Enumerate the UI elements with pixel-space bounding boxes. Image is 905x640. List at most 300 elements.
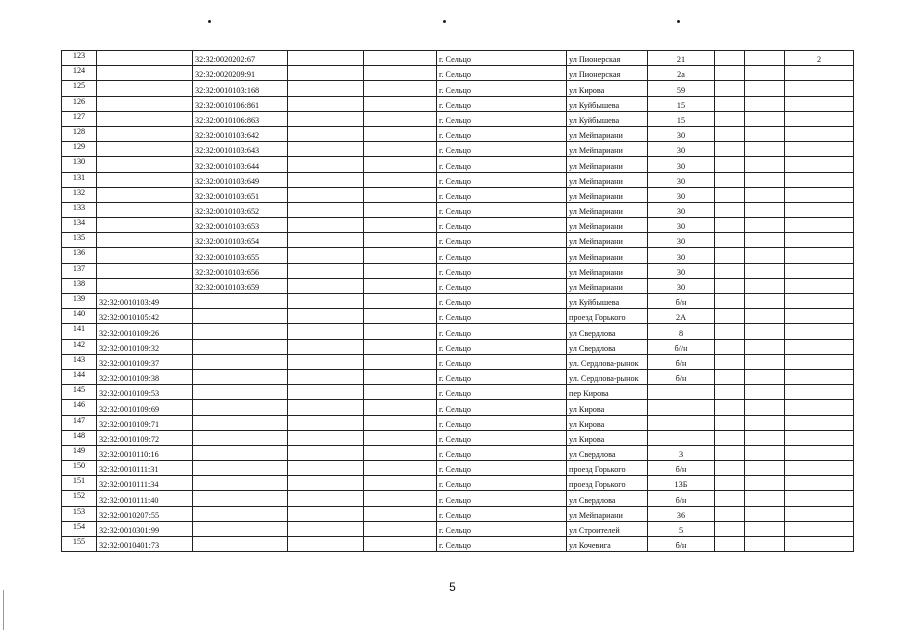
empty-cell xyxy=(364,157,437,172)
city-cell: г. Сельцо xyxy=(437,218,567,233)
extra-cell xyxy=(785,81,854,96)
house-number-cell: 5 xyxy=(648,521,715,536)
empty-cell xyxy=(745,354,785,369)
empty-cell xyxy=(745,278,785,293)
empty-cell xyxy=(288,491,364,506)
city-cell: г. Сельцо xyxy=(437,415,567,430)
row-number: 128 xyxy=(62,126,97,141)
empty-cell xyxy=(715,476,745,491)
empty-cell xyxy=(364,415,437,430)
cadastral-number-b xyxy=(193,309,288,324)
table-row xyxy=(62,430,854,445)
empty-cell xyxy=(364,385,437,400)
empty-cell xyxy=(715,187,745,202)
empty-cell xyxy=(288,278,364,293)
cadastral-number-b xyxy=(193,476,288,491)
city-cell: г. Сельцо xyxy=(437,491,567,506)
cadastral-number-a: 32:32:0010109:37 xyxy=(97,354,193,369)
city-cell: г. Сельцо xyxy=(437,369,567,384)
extra-cell xyxy=(785,172,854,187)
empty-cell xyxy=(288,415,364,430)
table-row xyxy=(62,324,854,339)
table-row xyxy=(62,339,854,354)
cadastral-number-a xyxy=(97,157,193,172)
empty-cell xyxy=(745,202,785,217)
empty-cell xyxy=(745,400,785,415)
cadastral-number-a xyxy=(97,263,193,278)
table-row xyxy=(62,126,854,141)
empty-cell xyxy=(745,142,785,157)
city-cell: г. Сельцо xyxy=(437,506,567,521)
table-row xyxy=(62,187,854,202)
table-row xyxy=(62,111,854,126)
empty-cell xyxy=(715,354,745,369)
table-row xyxy=(62,278,854,293)
row-number: 155 xyxy=(62,537,97,552)
empty-cell xyxy=(715,369,745,384)
city-cell: г. Сельцо xyxy=(437,324,567,339)
cadastral-number-b: 32:32:0010103:655 xyxy=(193,248,288,263)
empty-cell xyxy=(715,81,745,96)
city-cell: г. Сельцо xyxy=(437,172,567,187)
cadastral-number-b: 32:32:0010103:659 xyxy=(193,278,288,293)
city-cell: г. Сельцо xyxy=(437,476,567,491)
extra-cell xyxy=(785,537,854,552)
register-table xyxy=(61,50,854,552)
city-cell: г. Сельцо xyxy=(437,537,567,552)
city-cell: г. Сельцо xyxy=(437,445,567,460)
extra-cell xyxy=(785,324,854,339)
cadastral-number-a xyxy=(97,172,193,187)
cadastral-number-b xyxy=(193,445,288,460)
city-cell: г. Сельцо xyxy=(437,157,567,172)
empty-cell xyxy=(288,248,364,263)
empty-cell xyxy=(715,324,745,339)
empty-cell xyxy=(364,187,437,202)
row-number: 154 xyxy=(62,521,97,536)
empty-cell xyxy=(715,126,745,141)
empty-cell xyxy=(715,537,745,552)
cadastral-number-a xyxy=(97,248,193,263)
empty-cell xyxy=(288,233,364,248)
row-number: 143 xyxy=(62,354,97,369)
row-number: 133 xyxy=(62,202,97,217)
street-cell: ул Куйбышева xyxy=(567,294,648,309)
cadastral-number-a xyxy=(97,202,193,217)
empty-cell xyxy=(364,339,437,354)
empty-cell xyxy=(364,461,437,476)
house-number-cell: 13Б xyxy=(648,476,715,491)
cadastral-number-a: 32:32:0010111:31 xyxy=(97,461,193,476)
extra-cell xyxy=(785,248,854,263)
cadastral-number-a: 32:32:0010110:16 xyxy=(97,445,193,460)
city-cell: г. Сельцо xyxy=(437,187,567,202)
city-cell: г. Сельцо xyxy=(437,385,567,400)
street-cell: ул Мейпариани xyxy=(567,202,648,217)
house-number-cell: 30 xyxy=(648,278,715,293)
cadastral-number-b xyxy=(193,369,288,384)
cadastral-number-a: 32:32:0010111:40 xyxy=(97,491,193,506)
empty-cell xyxy=(745,537,785,552)
row-number: 153 xyxy=(62,506,97,521)
empty-cell xyxy=(364,354,437,369)
cadastral-number-a xyxy=(97,218,193,233)
extra-cell xyxy=(785,66,854,81)
city-cell: г. Сельцо xyxy=(437,278,567,293)
empty-cell xyxy=(364,400,437,415)
house-number-cell: 30 xyxy=(648,142,715,157)
extra-cell xyxy=(785,126,854,141)
cadastral-number-a: 32:32:0010109:38 xyxy=(97,369,193,384)
empty-cell xyxy=(364,430,437,445)
house-number-cell: 30 xyxy=(648,202,715,217)
cadastral-number-a xyxy=(97,81,193,96)
empty-cell xyxy=(364,309,437,324)
cadastral-number-b: 32:32:0010103:651 xyxy=(193,187,288,202)
table-row xyxy=(62,294,854,309)
street-cell: ул Кирова xyxy=(567,400,648,415)
empty-cell xyxy=(745,491,785,506)
empty-cell xyxy=(364,476,437,491)
empty-cell xyxy=(715,415,745,430)
cadastral-number-b xyxy=(193,294,288,309)
table-row xyxy=(62,157,854,172)
empty-cell xyxy=(288,476,364,491)
table-row xyxy=(62,415,854,430)
house-number-cell: 30 xyxy=(648,233,715,248)
empty-cell xyxy=(288,81,364,96)
empty-cell xyxy=(715,278,745,293)
city-cell: г. Сельцо xyxy=(437,430,567,445)
row-number: 148 xyxy=(62,430,97,445)
empty-cell xyxy=(288,66,364,81)
empty-cell xyxy=(364,278,437,293)
row-number: 146 xyxy=(62,400,97,415)
cadastral-number-b: 32:32:0010106:861 xyxy=(193,96,288,111)
empty-cell xyxy=(715,96,745,111)
street-cell: ул Свердлова xyxy=(567,339,648,354)
empty-cell xyxy=(364,51,437,66)
empty-cell xyxy=(715,172,745,187)
extra-cell xyxy=(785,202,854,217)
cadastral-number-a: 32:32:0010105:42 xyxy=(97,309,193,324)
row-number: 140 xyxy=(62,309,97,324)
city-cell: г. Сельцо xyxy=(437,263,567,278)
extra-cell xyxy=(785,233,854,248)
cadastral-number-a: 32:32:0010109:32 xyxy=(97,339,193,354)
extra-cell xyxy=(785,278,854,293)
house-number-cell: 30 xyxy=(648,218,715,233)
table-row xyxy=(62,51,854,66)
house-number-cell: 30 xyxy=(648,263,715,278)
city-cell: г. Сельцо xyxy=(437,294,567,309)
cadastral-number-b xyxy=(193,415,288,430)
register-body xyxy=(62,51,854,552)
cadastral-number-b: 32:32:0010103:649 xyxy=(193,172,288,187)
empty-cell xyxy=(364,96,437,111)
extra-cell xyxy=(785,157,854,172)
row-number: 144 xyxy=(62,369,97,384)
row-number: 142 xyxy=(62,339,97,354)
street-cell: ул Свердлова xyxy=(567,491,648,506)
city-cell: г. Сельцо xyxy=(437,96,567,111)
house-number-cell: б/н xyxy=(648,461,715,476)
row-number: 129 xyxy=(62,142,97,157)
empty-cell xyxy=(715,506,745,521)
empty-cell xyxy=(364,218,437,233)
city-cell: г. Сельцо xyxy=(437,400,567,415)
empty-cell xyxy=(745,66,785,81)
row-number: 145 xyxy=(62,385,97,400)
row-number: 134 xyxy=(62,218,97,233)
empty-cell xyxy=(745,430,785,445)
empty-cell xyxy=(715,111,745,126)
empty-cell xyxy=(715,309,745,324)
house-number-cell xyxy=(648,400,715,415)
empty-cell xyxy=(288,126,364,141)
row-number: 137 xyxy=(62,263,97,278)
street-cell: ул Мейпариани xyxy=(567,263,648,278)
street-cell: ул Кирова xyxy=(567,415,648,430)
table-row xyxy=(62,218,854,233)
street-cell: ул Пионерская xyxy=(567,66,648,81)
scan-dot xyxy=(208,20,211,23)
cadastral-number-b: 32:32:0010106:863 xyxy=(193,111,288,126)
cadastral-number-a: 32:32:0010111:34 xyxy=(97,476,193,491)
house-number-cell: 8 xyxy=(648,324,715,339)
empty-cell xyxy=(715,521,745,536)
row-number: 136 xyxy=(62,248,97,263)
cadastral-number-b xyxy=(193,354,288,369)
empty-cell xyxy=(715,66,745,81)
empty-cell xyxy=(715,218,745,233)
cadastral-number-a: 32:32:0010109:72 xyxy=(97,430,193,445)
cadastral-number-b xyxy=(193,461,288,476)
empty-cell xyxy=(745,111,785,126)
empty-cell xyxy=(288,385,364,400)
row-number: 151 xyxy=(62,476,97,491)
cadastral-number-b xyxy=(193,506,288,521)
row-number: 150 xyxy=(62,461,97,476)
street-cell: ул. Сердлова-рынок xyxy=(567,354,648,369)
empty-cell xyxy=(715,142,745,157)
empty-cell xyxy=(288,339,364,354)
house-number-cell: б/н xyxy=(648,537,715,552)
city-cell: г. Сельцо xyxy=(437,521,567,536)
empty-cell xyxy=(745,96,785,111)
empty-cell xyxy=(715,248,745,263)
street-cell: ул Мейпариани xyxy=(567,157,648,172)
row-number: 126 xyxy=(62,96,97,111)
city-cell: г. Сельцо xyxy=(437,233,567,248)
empty-cell xyxy=(745,172,785,187)
empty-cell xyxy=(364,506,437,521)
empty-cell xyxy=(288,506,364,521)
empty-cell xyxy=(288,309,364,324)
empty-cell xyxy=(715,430,745,445)
table-row xyxy=(62,309,854,324)
street-cell: ул Мейпариани xyxy=(567,218,648,233)
extra-cell xyxy=(785,461,854,476)
empty-cell xyxy=(745,506,785,521)
empty-cell xyxy=(364,263,437,278)
city-cell: г. Сельцо xyxy=(437,81,567,96)
table-row xyxy=(62,248,854,263)
street-cell: ул Пионерская xyxy=(567,51,648,66)
empty-cell xyxy=(745,309,785,324)
cadastral-number-a xyxy=(97,187,193,202)
city-cell: г. Сельцо xyxy=(437,339,567,354)
empty-cell xyxy=(745,294,785,309)
cadastral-number-b: 32:32:0010103:654 xyxy=(193,233,288,248)
cadastral-number-a xyxy=(97,51,193,66)
empty-cell xyxy=(745,461,785,476)
empty-cell xyxy=(715,51,745,66)
table-row xyxy=(62,491,854,506)
cadastral-number-b: 32:32:0010103:644 xyxy=(193,157,288,172)
street-cell: ул Кочевига xyxy=(567,537,648,552)
street-cell: ул Мейпариани xyxy=(567,233,648,248)
street-cell: ул Свердлова xyxy=(567,324,648,339)
house-number-cell: 21 xyxy=(648,51,715,66)
empty-cell xyxy=(715,491,745,506)
empty-cell xyxy=(288,187,364,202)
scan-edge-mark xyxy=(3,590,4,630)
empty-cell xyxy=(288,96,364,111)
empty-cell xyxy=(745,324,785,339)
cadastral-number-a: 32:32:0010109:26 xyxy=(97,324,193,339)
cadastral-number-a: 32:32:0010109:71 xyxy=(97,415,193,430)
table-row xyxy=(62,385,854,400)
house-number-cell: б/н xyxy=(648,294,715,309)
extra-cell xyxy=(785,142,854,157)
cadastral-number-b: 32:32:0010103:642 xyxy=(193,126,288,141)
street-cell: ул Мейпариани xyxy=(567,126,648,141)
cadastral-number-a xyxy=(97,142,193,157)
street-cell: ул Свердлова xyxy=(567,445,648,460)
empty-cell xyxy=(364,248,437,263)
table-row xyxy=(62,506,854,521)
empty-cell xyxy=(745,248,785,263)
extra-cell xyxy=(785,385,854,400)
street-cell: ул Мейпариани xyxy=(567,248,648,263)
empty-cell xyxy=(288,172,364,187)
empty-cell xyxy=(288,369,364,384)
scan-dot xyxy=(443,20,446,23)
cadastral-number-b xyxy=(193,400,288,415)
table-row xyxy=(62,521,854,536)
cadastral-number-b: 32:32:0010103:643 xyxy=(193,142,288,157)
city-cell: г. Сельцо xyxy=(437,354,567,369)
extra-cell xyxy=(785,430,854,445)
cadastral-number-b xyxy=(193,385,288,400)
street-cell: ул Кирова xyxy=(567,81,648,96)
extra-cell xyxy=(785,294,854,309)
table-row xyxy=(62,66,854,81)
empty-cell xyxy=(288,430,364,445)
empty-cell xyxy=(715,461,745,476)
cadastral-number-b: 32:32:0010103:168 xyxy=(193,81,288,96)
cadastral-number-b xyxy=(193,537,288,552)
city-cell: г. Сельцо xyxy=(437,142,567,157)
street-cell: проезд Горького xyxy=(567,309,648,324)
table-row xyxy=(62,369,854,384)
empty-cell xyxy=(364,142,437,157)
house-number-cell: б/н xyxy=(648,354,715,369)
city-cell: г. Сельцо xyxy=(437,248,567,263)
house-number-cell: 59 xyxy=(648,81,715,96)
empty-cell xyxy=(288,218,364,233)
street-cell: ул Мейпариани xyxy=(567,172,648,187)
house-number-cell: 2А xyxy=(648,309,715,324)
empty-cell xyxy=(745,415,785,430)
extra-cell xyxy=(785,415,854,430)
empty-cell xyxy=(364,369,437,384)
house-number-cell: 30 xyxy=(648,126,715,141)
house-number-cell: б/н xyxy=(648,491,715,506)
city-cell: г. Сельцо xyxy=(437,202,567,217)
street-cell: ул Куйбышева xyxy=(567,96,648,111)
row-number: 141 xyxy=(62,324,97,339)
cadastral-number-b xyxy=(193,521,288,536)
empty-cell xyxy=(745,476,785,491)
empty-cell xyxy=(745,385,785,400)
row-number: 130 xyxy=(62,157,97,172)
table-row xyxy=(62,461,854,476)
empty-cell xyxy=(715,263,745,278)
house-number-cell: 30 xyxy=(648,248,715,263)
row-number: 132 xyxy=(62,187,97,202)
empty-cell xyxy=(288,354,364,369)
empty-cell xyxy=(364,126,437,141)
street-cell: ул Куйбышева xyxy=(567,111,648,126)
house-number-cell xyxy=(648,430,715,445)
empty-cell xyxy=(364,445,437,460)
house-number-cell xyxy=(648,415,715,430)
row-number: 124 xyxy=(62,66,97,81)
table-row xyxy=(62,400,854,415)
table-row xyxy=(62,202,854,217)
house-number-cell xyxy=(648,385,715,400)
empty-cell xyxy=(715,445,745,460)
cadastral-number-a xyxy=(97,111,193,126)
extra-cell xyxy=(785,400,854,415)
empty-cell xyxy=(715,202,745,217)
scan-dot xyxy=(677,20,680,23)
cadastral-number-b: 32:32:0020202:67 xyxy=(193,51,288,66)
empty-cell xyxy=(288,202,364,217)
cadastral-number-a: 32:32:0010103:49 xyxy=(97,294,193,309)
cadastral-number-b xyxy=(193,339,288,354)
extra-cell xyxy=(785,506,854,521)
city-cell: г. Сельцо xyxy=(437,111,567,126)
city-cell: г. Сельцо xyxy=(437,461,567,476)
empty-cell xyxy=(745,81,785,96)
extra-cell xyxy=(785,476,854,491)
cadastral-number-a xyxy=(97,278,193,293)
empty-cell xyxy=(288,445,364,460)
table-row xyxy=(62,81,854,96)
empty-cell xyxy=(715,294,745,309)
empty-cell xyxy=(745,218,785,233)
street-cell: ул Мейпариани xyxy=(567,187,648,202)
extra-cell xyxy=(785,309,854,324)
cadastral-number-b xyxy=(193,491,288,506)
cadastral-number-a xyxy=(97,233,193,248)
extra-cell xyxy=(785,491,854,506)
house-number-cell: 30 xyxy=(648,172,715,187)
cadastral-number-b: 32:32:0020209:91 xyxy=(193,66,288,81)
